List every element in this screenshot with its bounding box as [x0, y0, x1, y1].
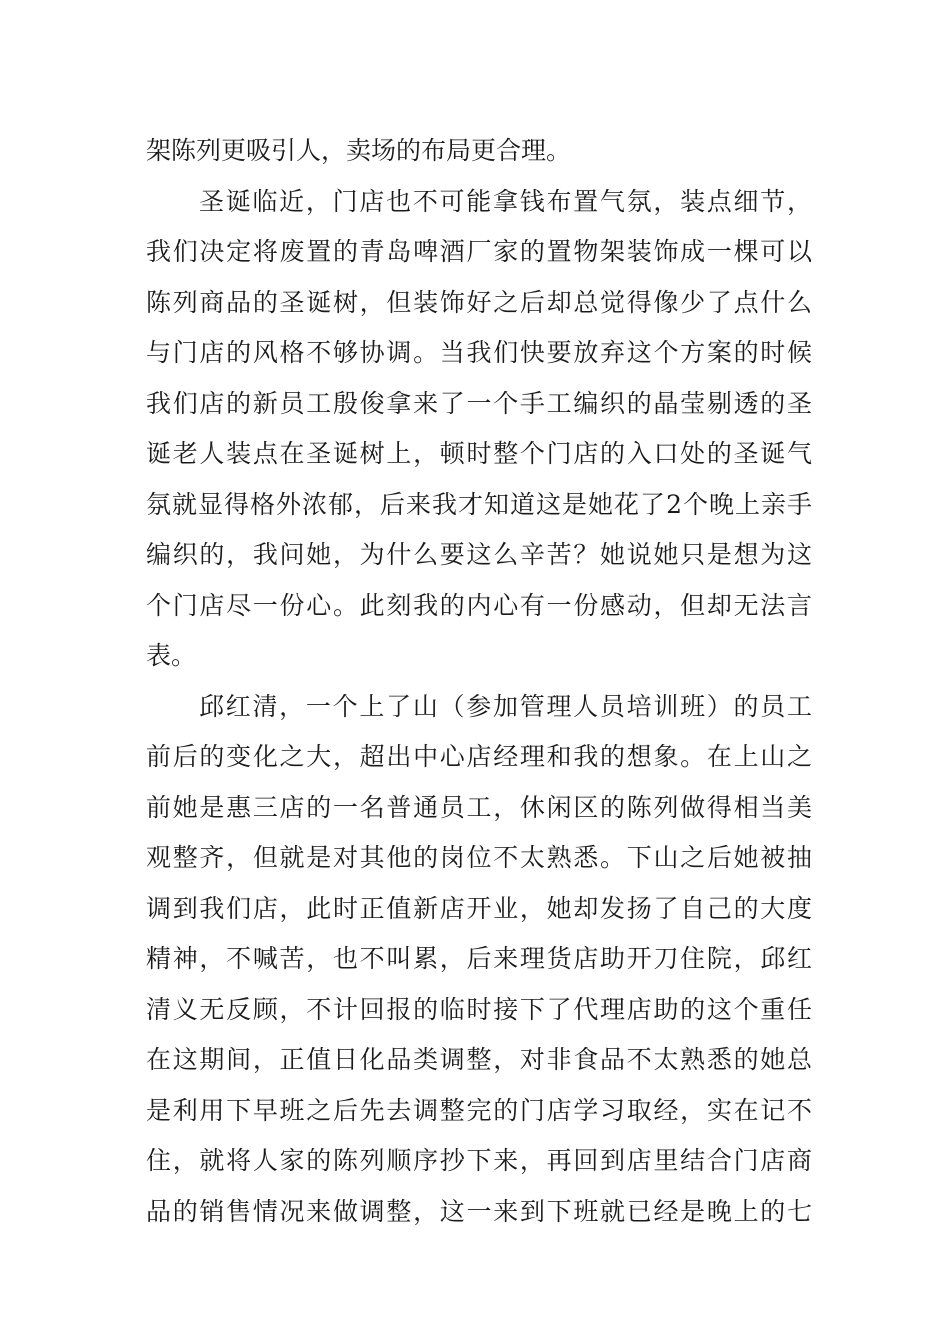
- text-line: 观整齐，但就是对其他的岗位不太熟悉。下山之后她被抽: [146, 843, 812, 872]
- paragraph-first-line: 邱红清，一个上了山（参加管理人员培训班）的员工: [199, 691, 812, 721]
- text-line: 我们店的新员工殷俊拿来了一个手工编织的晶莹剔透的圣: [146, 388, 812, 418]
- text-line: 前她是惠三店的一名普通员工，休闲区的陈列做得相当美: [146, 792, 812, 822]
- text-line: 在这期间，正值日化品类调整，对非食品不太熟悉的她总: [146, 1045, 812, 1074]
- text-line: 清义无反顾，不计回报的临时接下了代理店助的这个重任: [146, 994, 812, 1024]
- text-line: 编织的，我问她，为什么要这么辛苦？她说她只是想为这: [146, 540, 812, 569]
- text-line: 精神，不喊苦，也不叫累，后来理货店助开刀住院，邱红: [146, 944, 812, 973]
- text-line: 品的销售情况来做调整，这一来到下班就已经是晚上的七: [146, 1196, 812, 1226]
- text-line: 诞老人装点在圣诞树上，顿时整个门店的入口处的圣诞气: [146, 439, 812, 468]
- text-line: 调到我们店，此时正值新店开业，她却发扬了自己的大度: [146, 893, 812, 923]
- text-line: 我们决定将废置的青岛啤酒厂家的置物架装饰成一棵可以: [146, 237, 812, 266]
- text-line: 个门店尽一份心。此刻我的内心有一份感动，但却无法言: [146, 590, 812, 620]
- text-line: 与门店的风格不够协调。当我们快要放弃这个方案的时候: [146, 338, 812, 367]
- text-line: 住，就将人家的陈列顺序抄下来，再回到店里结合门店商: [146, 1146, 812, 1175]
- text-line: 是利用下早班之后先去调整完的门店学习取经，实在记不: [146, 1095, 812, 1125]
- paragraph-first-line: 圣诞临近，门店也不可能拿钱布置气氛，装点细节，: [199, 186, 812, 216]
- text-line: 前后的变化之大，超出中心店经理和我的想象。在上山之: [146, 742, 812, 771]
- text-line: 架陈列更吸引人，卖场的布局更合理。: [146, 136, 572, 165]
- text-line: 氛就显得格外浓郁，后来我才知道这是她花了2个晚上亲手: [146, 489, 812, 519]
- text-line: 陈列商品的圣诞树，但装饰好之后却总觉得像少了点什么: [146, 287, 812, 317]
- text-line: 表。: [146, 641, 197, 670]
- body-text: [146, 126, 812, 1237]
